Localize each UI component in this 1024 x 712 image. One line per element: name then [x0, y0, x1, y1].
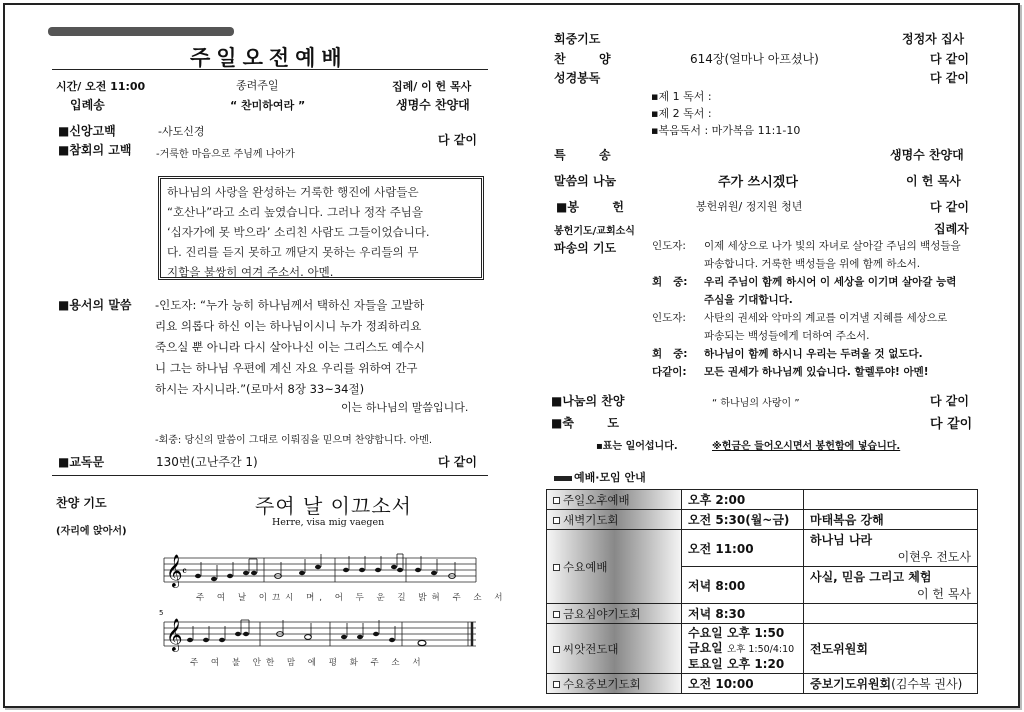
schedule-name: 수요중보기도회 — [547, 674, 682, 694]
sharing-label-text: 나눔의 찬양 — [562, 394, 625, 408]
sending-line: 파송합니다. 거룩한 백성들을 위에 함께 하소서. — [704, 258, 921, 270]
sending-line: 회 중: 하나님이 함께 하시니 우리는 두려울 것 없도다. — [652, 348, 923, 360]
scripture-line: 죽으실 뿐 아니라 다시 살아나신 이는 그리스도 예수시 — [155, 340, 425, 354]
schedule-desc: 중보기도위원회(김수복 권사) — [804, 674, 978, 694]
schedule-time: 오후 2:00 — [682, 490, 804, 510]
hymn-by: 다 같이 — [438, 455, 477, 469]
offering-label: ■봉 헌 — [556, 200, 624, 214]
schedule-desc: 사실, 믿음 그리고 체험 이 헌 목사 — [804, 567, 978, 604]
creed-label-text: 신앙고백 — [69, 124, 116, 138]
schedule-name: 금요심야기도회 — [547, 604, 682, 624]
sending-line: 다같이: 모든 권세가 하나님께 있습니다. 할렐루야! 아멘! — [652, 366, 929, 378]
prayer-line: “호산나”라고 소리 높였습니다. 그러나 정작 주님을 — [167, 205, 424, 219]
prayer-label: 회중기도 — [554, 32, 601, 46]
hymn2-text: 614장(얼마나 아프셨나) — [690, 52, 819, 66]
pardon-response: -회중: 당신의 말씀이 그대로 이뤄짐을 믿으며 찬양합니다. 아멘. — [155, 435, 433, 446]
sermon-title: 주가 쓰시겠다 — [718, 175, 798, 190]
sharing-label: ■나눔의 찬양 — [551, 394, 625, 408]
reading-by: 다 같이 — [930, 71, 969, 85]
confession-label-text: 참회의 고백 — [69, 143, 132, 157]
footnote-stand: ▪표는 일어섭니다. — [596, 441, 678, 452]
music-staff-2 — [160, 614, 478, 656]
offering-label-text: 봉 헌 — [567, 200, 624, 214]
entrance-by: 생명수 찬양대 — [396, 98, 470, 112]
hymn-label: ■교독문 — [58, 455, 105, 469]
praise-label: 찬양 기도 — [56, 496, 107, 510]
box-icon — [553, 564, 560, 571]
table-row — [547, 510, 978, 530]
schedule-title-text: 예배·모임 안내 — [574, 471, 646, 484]
table-row — [547, 604, 978, 624]
confession-text: -거룩한 마음으로 주님께 나아가 — [156, 149, 295, 160]
box-icon — [553, 517, 560, 524]
sending-line: 파송되는 백성들에게 더하여 주소서. — [704, 330, 870, 342]
prayer-line: 지함을 불쌍히 여겨 주소서. 아멘. — [167, 265, 334, 279]
time-signature-icon: 𝄴 — [182, 565, 187, 578]
praise-note: (자리에 앉아서) — [56, 526, 127, 537]
sharing-text: “ 하나님의 사랑이 ” — [712, 398, 800, 409]
box-icon — [553, 497, 560, 504]
blessing-label: ■축 도 — [551, 416, 619, 430]
special-label: 특 송 — [554, 148, 611, 162]
schedule-table — [546, 489, 978, 694]
creed-text: -사도신경 — [158, 125, 205, 138]
schedule-time: 수요일 오후 1:50 금요일 오후 1:50/4:10 토요일 오후 1:20 — [682, 624, 804, 674]
sunday-name: 종려주일 — [236, 79, 279, 92]
confession-label: ■참회의 고백 — [58, 143, 132, 157]
sending-label: 파송의 기도 — [554, 241, 617, 255]
table-row — [547, 490, 978, 510]
sending-line: 인도자: 이제 세상으로 나가 빛의 자녀로 살아갈 주님의 백성들을 — [652, 240, 961, 252]
entrance-song: “ 찬미하여라 ” — [230, 99, 306, 112]
confession-prayer-box — [158, 176, 484, 280]
creed-label: ■신앙고백 — [58, 124, 116, 138]
pardon-scripture — [155, 295, 490, 400]
bar-icon — [554, 476, 572, 481]
hymn-text: 130번(고난주간 1) — [156, 455, 258, 469]
table-row — [547, 624, 978, 674]
prayer-line: 다. 진리를 듣지 못하고 깨닫지 못하는 우리들의 무 — [167, 245, 419, 259]
schedule-name: 새벽기도회 — [547, 510, 682, 530]
lyrics-line-1: 주 여 날 이끄시 며, 어 두 운 길 밝혀 주 소 서 — [196, 593, 508, 603]
entrance-label: 입례송 — [70, 98, 105, 112]
presider: 집례/ 이 헌 목사 — [392, 80, 472, 93]
reading-label: 성경봉독 — [554, 71, 601, 85]
reading-item: ▪제 1 독서 : — [651, 90, 712, 103]
pardon-label: ■용서의 말씀 — [58, 298, 132, 312]
notice-by: 집례자 — [934, 222, 969, 236]
offering-text: 봉헌위원/ 정지원 청년 — [696, 200, 803, 213]
sermon-by: 이 헌 목사 — [906, 174, 961, 188]
blessing-by: 다 같이 — [930, 417, 973, 432]
blessing-label-text: 축 도 — [562, 416, 619, 430]
schedule-title — [554, 469, 646, 485]
hymn-label-text: 교독문 — [69, 455, 105, 469]
table-row — [547, 530, 978, 567]
schedule-time: 오전 10:00 — [682, 674, 804, 694]
confession-by: 다 같이 — [438, 133, 477, 147]
schedule-name: 씨앗전도대 — [547, 624, 682, 674]
scripture-line: -인도자: “누가 능히 하나님께서 택하신 자들을 고발하 — [155, 298, 425, 312]
hymn2-label: 찬 양 — [554, 52, 611, 66]
schedule-desc: 전도위원회 — [804, 624, 978, 674]
offering-by: 다 같이 — [930, 200, 969, 214]
music-staff-1 — [160, 550, 478, 592]
schedule-time: 오전 5:30(월~금) — [682, 510, 804, 530]
song-title: 주여 날 이끄소서 — [255, 494, 412, 518]
song-subtitle: Herre, visa mig vaegen — [272, 517, 385, 528]
notice-label: 봉헌기도/교회소식 — [554, 226, 635, 237]
schedule-time: 저녁 8:30 — [682, 604, 804, 624]
treble-clef-icon: 𝄞 — [166, 554, 183, 587]
reading-item: ▪제 2 독서 : — [651, 107, 712, 120]
schedule-name: 주일오후예배 — [547, 490, 682, 510]
schedule-time: 저녁 8:00 — [682, 567, 804, 604]
sending-line: 인도자: 사탄의 권세와 악마의 계교를 이겨낼 지혜를 세상으로 — [652, 312, 948, 324]
pardon-label-text: 용서의 말씀 — [69, 298, 132, 312]
pardon-closing: 이는 하나님의 말씀입니다. — [341, 401, 469, 414]
sending-line: 주심을 기대합니다. — [704, 294, 793, 306]
schedule-name: 수요예배 — [547, 530, 682, 604]
schedule-time: 오전 11:00 — [682, 530, 804, 567]
sending-line: 회 중: 우리 주님이 함께 하시어 이 세상을 이기며 살아갈 능력 — [652, 276, 957, 288]
hymn2-by: 다 같이 — [930, 52, 969, 66]
scripture-line: 리요 의롭다 하신 이는 하나님이시니 누가 정죄하리요 — [155, 319, 422, 333]
sending-prayer — [652, 237, 982, 381]
prayer-by: 정정자 집사 — [902, 32, 965, 46]
special-by: 생명수 찬양대 — [890, 148, 964, 162]
header-bar — [48, 27, 234, 36]
measure-number: 5 — [159, 609, 164, 617]
hymn-rule — [52, 475, 488, 476]
box-icon — [553, 646, 560, 653]
prayer-line: 하나님의 사랑을 완성하는 거룩한 행진에 사람들은 — [167, 185, 419, 199]
table-row — [547, 674, 978, 694]
scripture-line: 니 그는 하나님 우편에 계신 자요 우리를 위하여 간구 — [155, 361, 418, 375]
service-time: 시간/ 오전 11:00 — [56, 80, 146, 93]
title-rule — [52, 69, 488, 70]
sermon-label: 말씀의 나눔 — [554, 174, 617, 188]
reading-item: ▪복음독서 : 마가복음 11:1-10 — [651, 124, 801, 137]
schedule-desc: 마태복음 강해 — [804, 510, 978, 530]
scripture-line: 하시는 자시니라.”(로마서 8장 33~34절) — [155, 382, 365, 396]
footnote-money: ※헌금은 들어오시면서 봉헌함에 넣습니다. — [712, 441, 901, 452]
treble-clef-icon: 𝄞 — [166, 618, 183, 651]
schedule-desc — [804, 490, 978, 510]
schedule-desc — [804, 604, 978, 624]
box-icon — [553, 611, 560, 618]
prayer-line: ‘십자가에 못 박으라’ 소리친 사람도 그들이었습니다. — [167, 225, 430, 239]
service-title: 주일오전예배 — [190, 46, 348, 70]
schedule-desc: 하나님 나라 이현우 전도사 — [804, 530, 978, 567]
box-icon — [553, 681, 560, 688]
sharing-by: 다 같이 — [930, 394, 969, 408]
lyrics-line-2: 주 여 불 안한 맘 에 평 화 주 소 서 — [190, 658, 426, 668]
